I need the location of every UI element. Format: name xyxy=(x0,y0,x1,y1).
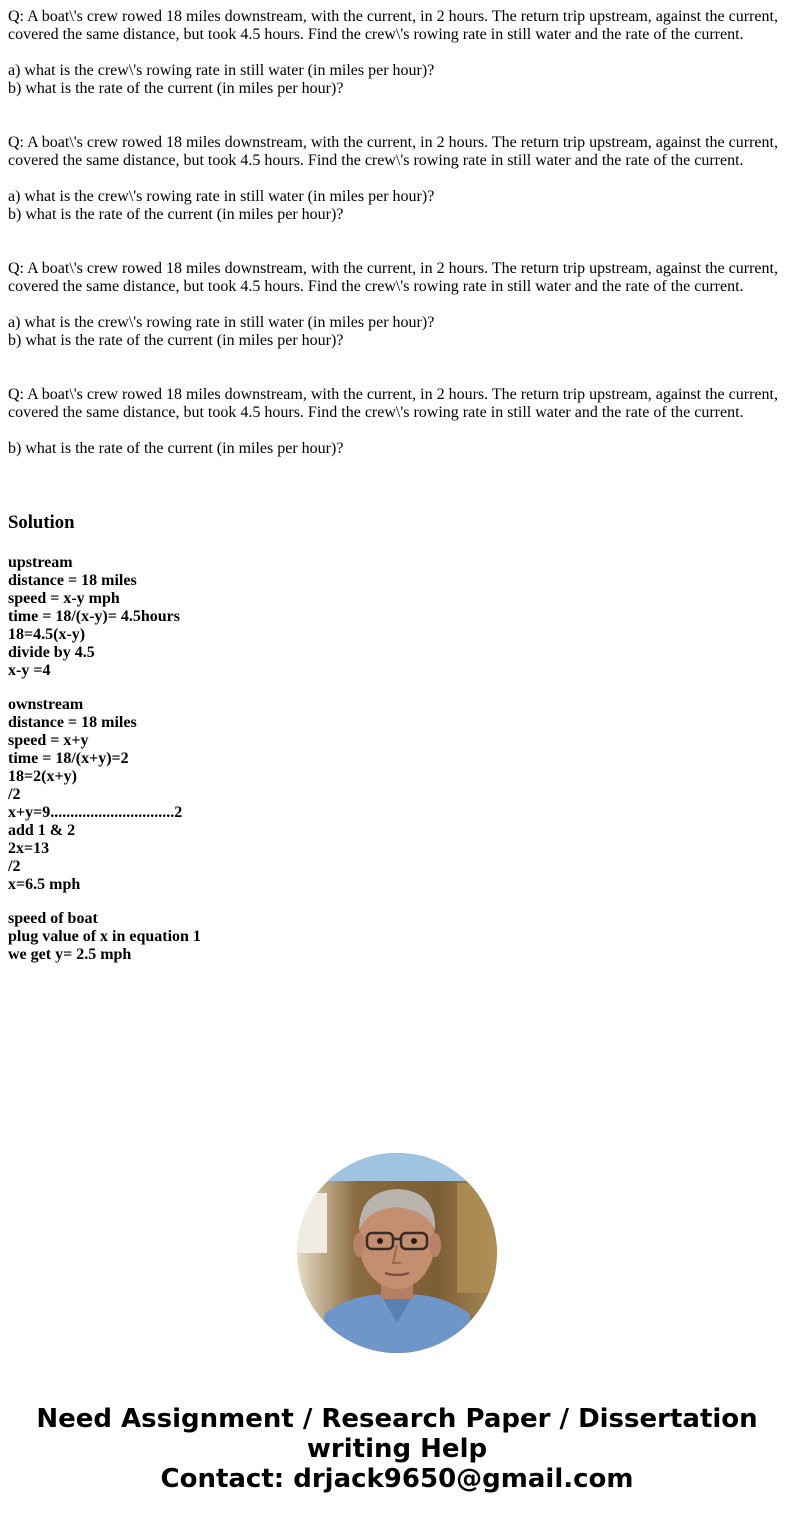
solution-line: x=6.5 mph xyxy=(8,876,81,893)
question-part-a: a) what is the crew\'s rowing rate in still water (in miles per hour)? xyxy=(8,62,435,79)
question-text: Q: A boat\'s crew rowed 18 miles downstream, with the current, in 2 hours. The return trip upstream, against the current, covered the same distance, but took 4.5 hours. Find the crew\'s rowing rate in still water and the rate of the current. xyxy=(8,386,778,421)
solution-downstream-block xyxy=(8,696,788,894)
question-text: Q: A boat\'s crew rowed 18 miles downstream, with the current, in 2 hours. The return trip upstream, against the current, covered the same distance, but took 4.5 hours. Find the crew\'s rowing rate in still water and the rate of the current. xyxy=(8,134,778,169)
solution-line: time = 18/(x+y)=2 xyxy=(8,750,129,767)
solution-line: distance = 18 miles xyxy=(8,714,137,731)
question-block-2 xyxy=(8,134,788,224)
solution-line: 18=4.5(x-y) xyxy=(8,626,86,643)
solution-line: x-y =4 xyxy=(8,662,51,679)
question-block-1 xyxy=(8,8,788,98)
question-part-b: b) what is the rate of the current (in miles per hour)? xyxy=(8,206,344,223)
footer-contact xyxy=(0,1404,794,1494)
person-photo-illustration xyxy=(297,1153,497,1353)
question-block-4 xyxy=(8,386,788,458)
solution-line: x+y=9...............................2 xyxy=(8,804,183,821)
solution-line: ownstream xyxy=(8,696,84,713)
solution-result-block xyxy=(8,910,788,964)
solution-line: speed of boat xyxy=(8,910,98,927)
avatar xyxy=(297,1153,497,1353)
footer-line-2: writing Help xyxy=(306,1434,488,1464)
solution-line: speed = x+y xyxy=(8,732,89,749)
solution-line: /2 xyxy=(8,858,21,875)
solution-line: we get y= 2.5 mph xyxy=(8,946,132,963)
question-block-3 xyxy=(8,260,788,350)
solution-body xyxy=(8,554,788,964)
footer-contact-line: Contact: drjack9650@gmail.com xyxy=(160,1464,634,1494)
solution-line: speed = x-y mph xyxy=(8,590,120,607)
solution-line: add 1 & 2 xyxy=(8,822,76,839)
document xyxy=(8,8,788,964)
solution-line: time = 18/(x-y)= 4.5hours xyxy=(8,608,180,625)
solution-upstream-block xyxy=(8,554,788,680)
question-part-b: b) what is the rate of the current (in miles per hour)? xyxy=(8,332,344,349)
solution-title: Solution xyxy=(8,512,75,533)
solution-line: plug value of x in equation 1 xyxy=(8,928,201,945)
solution-line: upstream xyxy=(8,554,73,571)
solution-line: divide by 4.5 xyxy=(8,644,95,661)
question-text: Q: A boat\'s crew rowed 18 miles downstream, with the current, in 2 hours. The return trip upstream, against the current, covered the same distance, but took 4.5 hours. Find the crew\'s rowing rate in still water and the rate of the current. xyxy=(8,8,778,43)
question-part-b: b) what is the rate of the current (in miles per hour)? xyxy=(8,440,344,457)
question-text: Q: A boat\'s crew rowed 18 miles downstream, with the current, in 2 hours. The return trip upstream, against the current, covered the same distance, but took 4.5 hours. Find the crew\'s rowing rate in still water and the rate of the current. xyxy=(8,260,778,295)
question-part-a: a) what is the crew\'s rowing rate in still water (in miles per hour)? xyxy=(8,314,435,331)
question-part-b: b) what is the rate of the current (in miles per hour)? xyxy=(8,80,344,97)
solution-line: 18=2(x+y) xyxy=(8,768,77,785)
question-part-a: a) what is the crew\'s rowing rate in still water (in miles per hour)? xyxy=(8,188,435,205)
footer-line-1: Need Assignment / Research Paper / Dissertation xyxy=(36,1404,758,1434)
solution-line: distance = 18 miles xyxy=(8,572,137,589)
solution-line: /2 xyxy=(8,786,21,803)
solution-line: 2x=13 xyxy=(8,840,50,857)
